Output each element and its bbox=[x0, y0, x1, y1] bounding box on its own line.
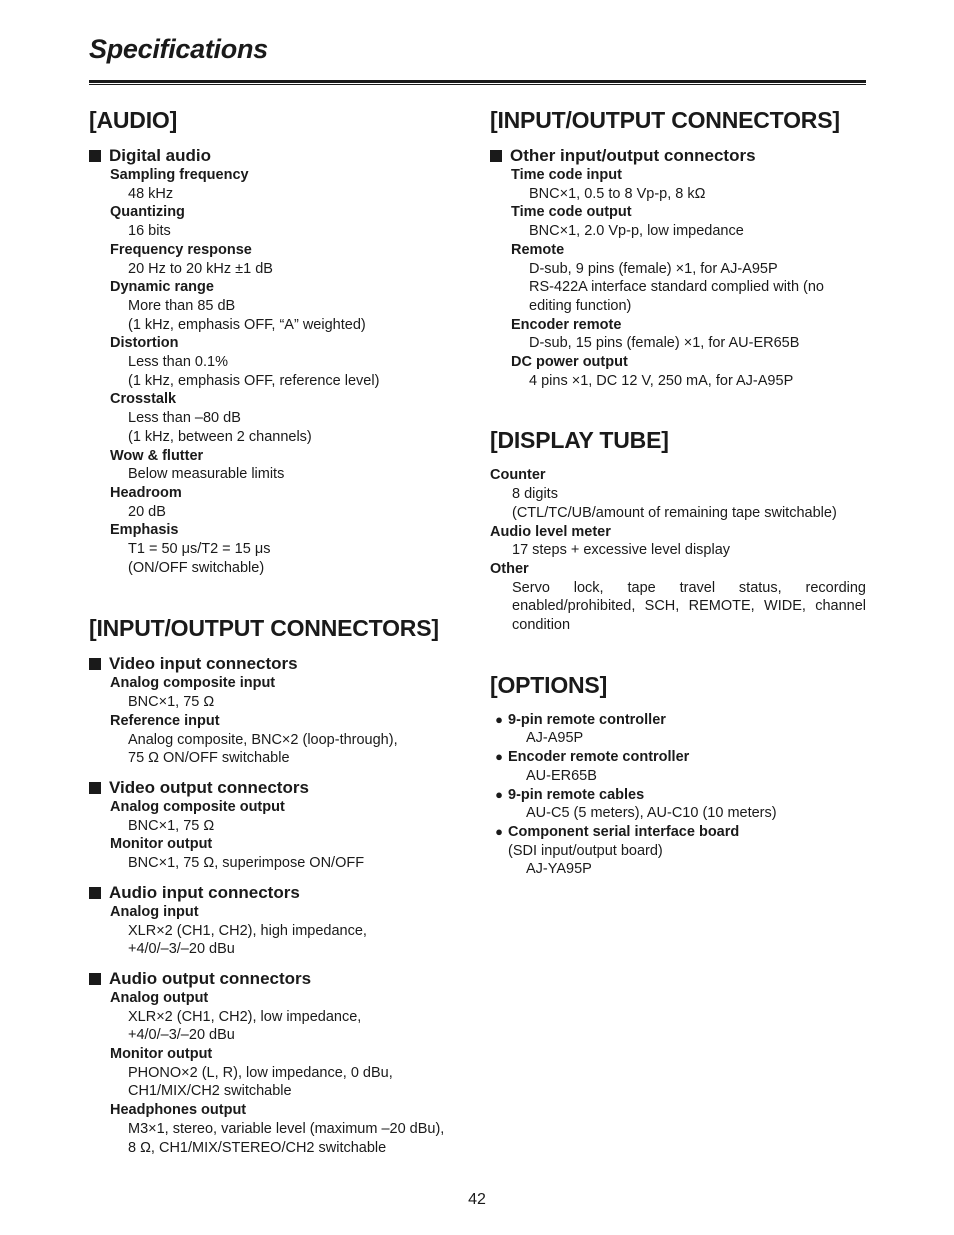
spec-label: Analog composite input bbox=[110, 675, 276, 692]
spec-value: (ON/OFF switchable) bbox=[128, 559, 265, 576]
spec-label: Wow & flutter bbox=[110, 447, 204, 464]
black-dot-icon: ● bbox=[495, 711, 503, 727]
left-column bbox=[89, 106, 474, 1157]
spec-label: Time code output bbox=[511, 204, 632, 221]
spec-label: Analog output bbox=[110, 989, 209, 1006]
video-output-heading: Video output connectors bbox=[89, 778, 474, 798]
black-square-icon bbox=[490, 150, 502, 162]
spec-value: BNC×1, 75 Ω bbox=[128, 694, 215, 711]
spec-value: RS-422A interface standard complied with (no bbox=[529, 279, 824, 296]
spec-value: editing function) bbox=[529, 297, 632, 314]
spec-label: Emphasis bbox=[110, 522, 179, 539]
spec-value: (1 kHz, between 2 channels) bbox=[128, 428, 312, 445]
spec-value: 75 Ω ON/OFF switchable bbox=[128, 750, 290, 767]
audio-output-heading: Audio output connectors bbox=[89, 969, 474, 989]
spec-value: Servo lock, tape travel status, recording enabled/prohibited, SCH, REMOTE, WIDE, channel condition bbox=[512, 579, 866, 634]
spec-label: Other bbox=[490, 560, 529, 577]
spec-label: Monitor output bbox=[110, 1046, 213, 1063]
black-square-icon bbox=[89, 782, 101, 794]
black-dot-icon: ● bbox=[495, 749, 503, 765]
option-item: ● 9-pin remote cables bbox=[490, 786, 866, 805]
display-tube-heading: [DISPLAY TUBE] bbox=[490, 427, 669, 454]
spec-value: 8 digits bbox=[512, 486, 558, 503]
option-note: (SDI input/output board) bbox=[508, 842, 663, 859]
spec-value: 17 steps + excessive level display bbox=[512, 542, 731, 559]
spec-value: (CTL/TC/UB/amount of remaining tape switchable) bbox=[512, 504, 837, 521]
spec-label: Crosstalk bbox=[110, 391, 177, 408]
spec-label: Encoder remote bbox=[511, 316, 622, 333]
page-title: Specifications bbox=[89, 34, 268, 64]
black-square-icon bbox=[89, 150, 101, 162]
spec-label: Headphones output bbox=[110, 1102, 247, 1119]
spec-value: 48 kHz bbox=[128, 185, 174, 202]
option-value: AJ-YA95P bbox=[526, 861, 592, 878]
black-dot-icon: ● bbox=[495, 823, 503, 839]
spec-label: Headroom bbox=[110, 484, 182, 501]
spec-value: BNC×1, 2.0 Vp-p, low impedance bbox=[529, 223, 744, 240]
option-value: AJ-A95P bbox=[526, 730, 584, 747]
option-item: ● Encoder remote controller bbox=[490, 748, 866, 767]
title-rule bbox=[89, 80, 866, 85]
spec-value: 16 bits bbox=[128, 223, 171, 240]
spec-label: Analog input bbox=[110, 903, 199, 920]
spec-value: 4 pins ×1, DC 12 V, 250 mA, for AJ-A95P bbox=[529, 372, 794, 389]
spec-value: XLR×2 (CH1, CH2), low impedance, bbox=[128, 1008, 362, 1025]
option-value: AU-ER65B bbox=[526, 767, 597, 784]
spec-value: BNC×1, 75 Ω bbox=[128, 817, 215, 834]
black-square-icon bbox=[89, 973, 101, 985]
spec-value: BNC×1, 0.5 to 8 Vp-p, 8 kΩ bbox=[529, 185, 706, 202]
option-value: AU-C5 (5 meters), AU-C10 (10 meters) bbox=[526, 805, 777, 822]
black-dot-icon: ● bbox=[495, 786, 503, 802]
spec-value: XLR×2 (CH1, CH2), high impedance, bbox=[128, 922, 367, 939]
spec-value: CH1/MIX/CH2 switchable bbox=[128, 1083, 292, 1100]
spec-value: Less than 0.1% bbox=[128, 354, 228, 371]
spec-value: D-sub, 9 pins (female) ×1, for AJ-A95P bbox=[529, 260, 778, 277]
spec-label: Audio level meter bbox=[490, 523, 611, 540]
spec-value: +4/0/–3/–20 dBu bbox=[128, 941, 235, 958]
spec-value: More than 85 dB bbox=[128, 297, 236, 314]
page-number: 42 bbox=[468, 1191, 486, 1208]
spec-label: Time code input bbox=[511, 167, 622, 183]
spec-value: Analog composite, BNC×2 (loop-through), bbox=[128, 731, 398, 748]
right-column bbox=[490, 106, 866, 879]
spec-value: 20 Hz to 20 kHz ±1 dB bbox=[128, 260, 273, 277]
black-square-icon bbox=[89, 887, 101, 899]
spec-label: Monitor output bbox=[110, 836, 213, 853]
spec-label: Reference input bbox=[110, 712, 220, 729]
spec-label: Remote bbox=[511, 241, 565, 258]
spec-value: T1 = 50 μs/T2 = 15 μs bbox=[128, 541, 271, 558]
spec-value: PHONO×2 (L, R), low impedance, 0 dBu, bbox=[128, 1064, 393, 1081]
spec-label: Dynamic range bbox=[110, 279, 214, 296]
spec-value: (1 kHz, emphasis OFF, “A” weighted) bbox=[128, 316, 366, 333]
spec-label: Distortion bbox=[110, 335, 179, 352]
spec-label: Quantizing bbox=[110, 204, 185, 221]
spec-label: Analog composite output bbox=[110, 798, 285, 815]
spec-value: +4/0/–3/–20 dBu bbox=[128, 1027, 235, 1044]
spec-label: Frequency response bbox=[110, 241, 252, 258]
spec-value: BNC×1, 75 Ω, superimpose ON/OFF bbox=[128, 855, 365, 872]
spec-value: Below measurable limits bbox=[128, 466, 285, 483]
spec-label: DC power output bbox=[511, 354, 628, 371]
spec-value: M3×1, stereo, variable level (maximum –20 dBu), bbox=[128, 1120, 445, 1137]
audio-input-heading: Audio input connectors bbox=[89, 883, 474, 903]
spec-value: (1 kHz, emphasis OFF, reference level) bbox=[128, 372, 380, 389]
spec-value: 8 Ω, CH1/MIX/STEREO/CH2 switchable bbox=[128, 1139, 387, 1156]
digital-audio-heading: Digital audio bbox=[89, 146, 474, 166]
options-heading: [OPTIONS] bbox=[490, 671, 608, 698]
video-input-heading: Video input connectors bbox=[89, 654, 474, 674]
spec-value: Less than –80 dB bbox=[128, 410, 241, 427]
other-io-heading: Other input/output connectors bbox=[490, 146, 866, 166]
spec-label: Sampling frequency bbox=[110, 167, 249, 183]
io-left-heading: [INPUT/OUTPUT CONNECTORS] bbox=[89, 615, 439, 642]
option-item: ● 9-pin remote controller bbox=[490, 711, 866, 730]
spec-value: 20 dB bbox=[128, 503, 166, 520]
spec-value: D-sub, 15 pins (female) ×1, for AU-ER65B bbox=[529, 335, 800, 352]
option-item: ● Component serial interface board bbox=[490, 823, 866, 842]
io-right-heading: [INPUT/OUTPUT CONNECTORS] bbox=[490, 107, 840, 133]
black-square-icon bbox=[89, 658, 101, 670]
spec-label: Counter bbox=[490, 467, 546, 484]
audio-heading: [AUDIO] bbox=[89, 107, 178, 133]
